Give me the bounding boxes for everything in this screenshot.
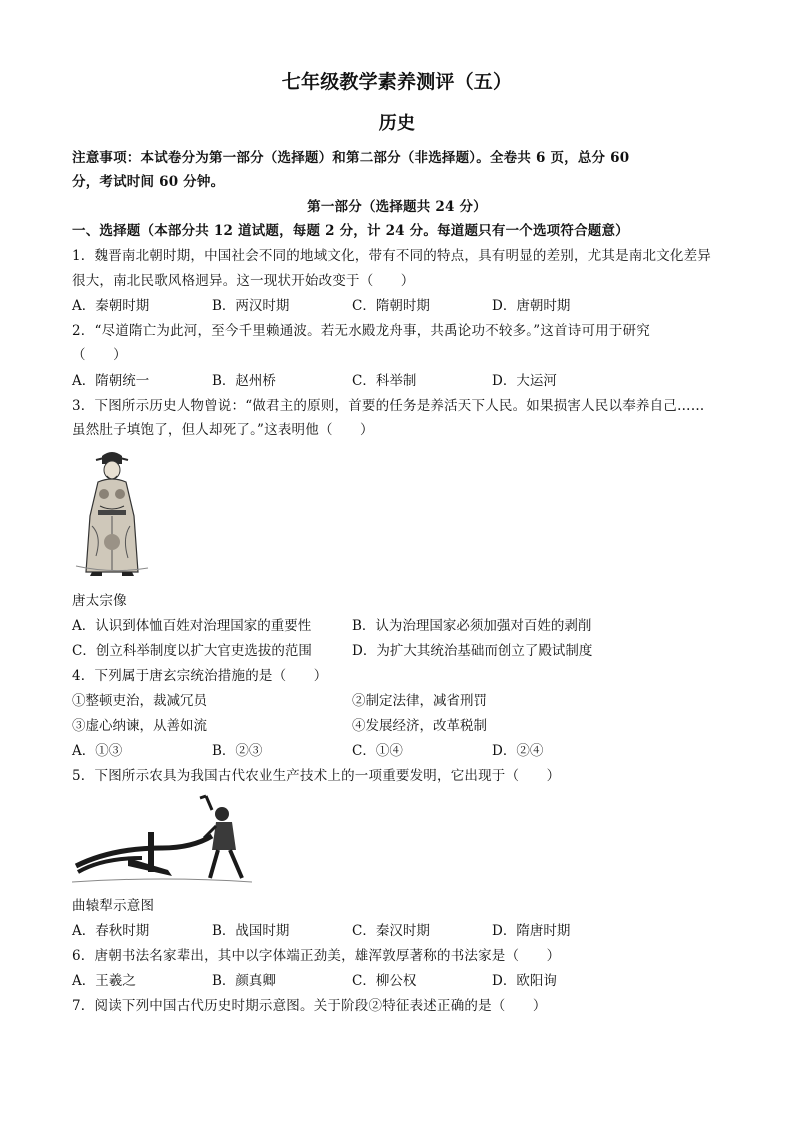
q4-stem: 4．下列属于唐玄宗统治措施的是（ ） (72, 668, 328, 684)
q5-stem: 5．下图所示农具为我国古代农业生产技术上的一项重要发明，它出现于（ ） (72, 768, 561, 784)
q3-image-caption: 唐太宗像 (72, 593, 127, 609)
q4-option-c: C．①④ (352, 743, 403, 759)
q6-option-d: D．欧阳询 (492, 973, 557, 989)
q5-option-c: C．秦汉时期 (352, 923, 430, 939)
q5-image-caption: 曲辕犁示意图 (72, 898, 155, 914)
q4-item-2: ②制定法律，减省刑罚 (352, 693, 487, 709)
q1-stem-line-1: 1．魏晋南北朝时期，中国社会不同的地域文化，带有不同的特点，具有明显的差别，尤其是南北文化差异 (72, 248, 711, 264)
q2-option-d: D．大运河 (492, 373, 557, 389)
q6-stem: 6．唐朝书法名家辈出，其中以字体端正劲美，雄浑敦厚著称的书法家是（ ） (72, 948, 561, 964)
q2-option-a: A．隋朝统一 (72, 373, 150, 389)
q3-stem-line-1: 3．下图所示历史人物曾说：“做君主的原则，首要的任务是养活天下人民。如果损害人民以奉养自己…… (72, 398, 705, 414)
q3-option-a: A．认识到体恤百姓对治理国家的重要性 (72, 618, 312, 634)
q3-option-d: D．为扩大其统治基础而创立了殿试制度 (352, 643, 593, 659)
notice-line-1: 注意事项：本试卷分为第一部分（选择题）和第二部分（非选择题）。全卷共 6 页，总分 60 (72, 150, 630, 166)
q4-option-b: B．②③ (212, 743, 263, 759)
q6-option-c: C．柳公权 (352, 973, 417, 989)
q1-option-b: B．两汉时期 (212, 298, 290, 314)
q1-option-c: C．隋朝时期 (352, 298, 430, 314)
q2-option-c: C．科举制 (352, 373, 417, 389)
part1-heading: 第一部分（选择题共 24 分） (307, 199, 487, 215)
tang-taizong-portrait-image (72, 446, 152, 582)
notice-line-2: 分，考试时间 60 分钟。 (72, 174, 225, 190)
q2-option-b: B．赵州桥 (212, 373, 276, 389)
q5-option-b: B．战国时期 (212, 923, 290, 939)
q2-stem-line-2: （ ） (72, 347, 127, 363)
q4-item-3: ③虚心纳谏，从善如流 (72, 718, 207, 734)
q2-stem-line-1: 2．“尽道隋亡为此河，至今千里赖通波。若无水殿龙舟事，共禹论功不较多。”这首诗可用于研究 (72, 323, 650, 339)
q3-option-b: B．认为治理国家必须加强对百姓的剥削 (352, 618, 592, 634)
q4-option-a: A．①③ (72, 743, 123, 759)
q1-option-a: A．秦朝时期 (72, 298, 150, 314)
section-heading: 一、选择题（本部分共 12 道试题，每题 2 分，计 24 分。每道题只有一个选项符合题意） (72, 223, 629, 239)
q1-option-d: D．唐朝时期 (492, 298, 571, 314)
q4-option-d: D．②④ (492, 743, 544, 759)
q6-option-a: A．王羲之 (72, 973, 136, 989)
curved-shaft-plow-image (72, 792, 252, 892)
q7-stem: 7．阅读下列中国古代历史时期示意图。关于阶段②特征表述正确的是（ ） (72, 998, 547, 1014)
exam-title: 七年级教学素养测评（五） (281, 71, 513, 93)
q5-option-a: A．春秋时期 (72, 923, 150, 939)
q6-option-b: B．颜真卿 (212, 973, 276, 989)
q3-stem-line-2: 虽然肚子填饱了，但人却死了。”这表明他（ ） (72, 422, 374, 438)
q1-stem-line-2: 很大，南北民歌风格迥异。这一现状开始改变于（ ） (72, 273, 415, 289)
q5-option-d: D．隋唐时期 (492, 923, 571, 939)
q3-option-c: C．创立科举制度以扩大官吏选拔的范围 (72, 643, 312, 659)
q4-item-1: ①整顿吏治，裁减冗员 (72, 693, 207, 709)
q4-item-4: ④发展经济，改革税制 (352, 718, 487, 734)
subject-title: 历史 (378, 113, 416, 134)
